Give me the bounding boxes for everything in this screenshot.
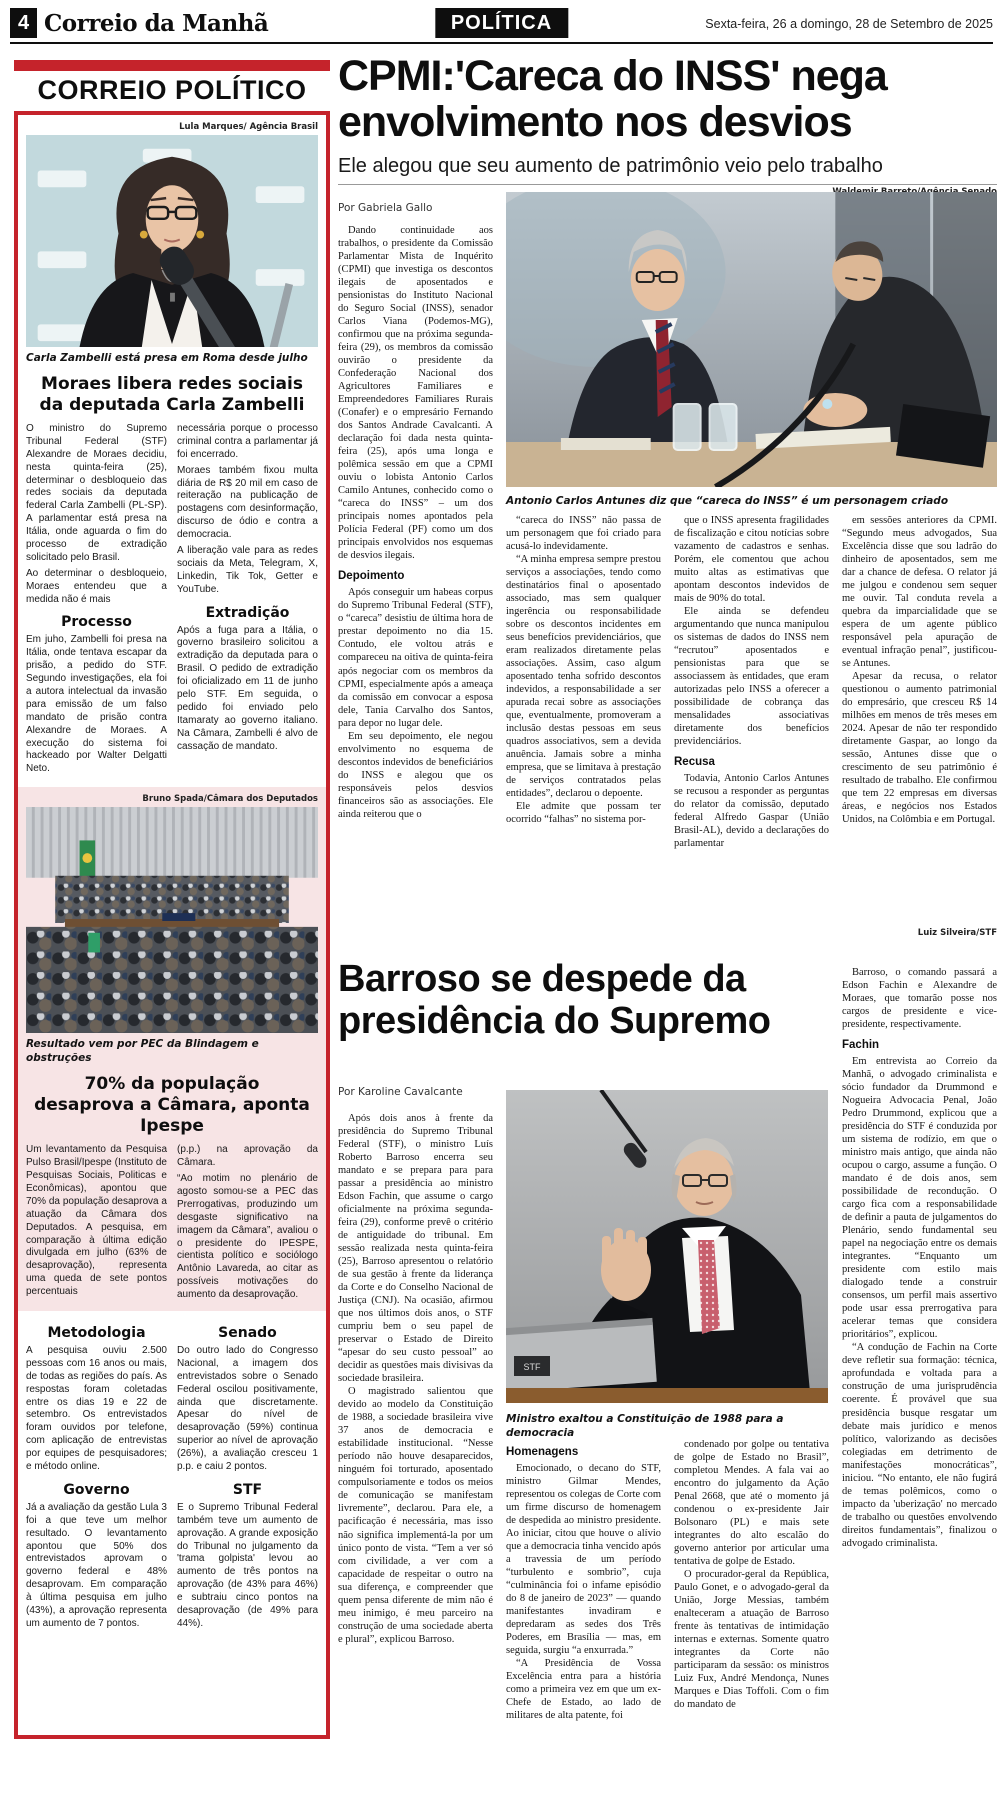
- column-left: [26, 1144, 167, 1305]
- paragraph: “Ao motim no plenário de agosto somou-se a PEC das Prerrogativas, produzindo um desgaste significativo na imagem da Câmara”, avaliou o o presidente do IPESPE, cientista político e sociólogo Antônio Lavareda, ao citar as possíveis motivações do aumento da desaprovação.: [177, 1173, 318, 1301]
- cpmi-hearing-photo: [506, 192, 997, 487]
- paragraph: que o INSS apresenta fragilidades de fiscalização e citou notícias sobre vazamento de cadastros e senhas. Porém, ele comentou que achou muito altas as estimativas que apontam descontos indevidos de mais de 90% do total.: [674, 515, 829, 605]
- subhead-fachin: Fachin: [842, 1039, 880, 1052]
- module-headline-ipespe: 70% da população desaprova a Câmara, aponta Ipespe: [34, 1074, 310, 1137]
- photo-caption: Antonio Carlos Antunes diz que “careca do INSS” é um personagem criado: [506, 495, 949, 507]
- svg-text:STF: STF: [523, 1362, 541, 1372]
- photo-credit: Lula Marques/ Agência Brasil: [179, 122, 318, 132]
- paragraph: Um levantamento da Pesquisa Pulso Brasil/Ipespe (Instituto de Pesquisas Sociais, Politicas e Econômicas), apontou que 70% da população desaprova a atuação da Câmara dos Deputados. A pesquisa, em comparação à última edição divulgada em julho (63% de desaprovação), representa uma queda de sete pontos percentuais: [26, 1144, 167, 1298]
- barroso-byline: Por Karoline Cavalcante: [338, 1086, 463, 1098]
- column-right: [177, 423, 318, 779]
- paragraph: necessária porque o processo criminal contra a parlamentar já foi encerrado.: [177, 423, 318, 460]
- paragraph: Todavia, Antonio Carlos Antunes se recusou a responder as perguntas do relator da comissão, deputado federal Alfredo Gaspar (União Brasil-AL), devido a declarações do parlamentar: [674, 773, 829, 850]
- paragraph: “careca do INSS” não passa de um personagem que foi criado para acusá-lo indevidamente.: [506, 515, 661, 553]
- paragraph: Após a fuga para a Itália, o governo brasileiro solicitou a extradição da deputada para o Brasil. O pedido de extradição foi oficializado em 11 de junho pelo STF. Em seguida, o pedido foi enviado pelo Itamaraty ao governo italiano. Na Câmara, Zambelli é alvo de cassação de mandato.: [177, 624, 318, 752]
- subhead-depoimento: Depoimento: [338, 570, 405, 583]
- column-left: [26, 423, 167, 779]
- zambelli-photo: [26, 135, 318, 347]
- paragraph: “A minha empresa sempre prestou serviços a associações, tendo como destinatários final o aposentado associado, mas sem qualquer ingerência ou responsabilidade sobre os descontos incidentes em seus benefícios previdenciários, que eram realizados diretamente pelas associações. Assim, caso algum aposentado tenha sofrido descontos indevidos, a responsabilidade a ser apurada recai sobre as associações que, eventualmente, promoveram a inclusão destas pessoas em seus quadros associativos, sem a devida anuência. Jamais sobre a minha empresa, que se limitava à prestação de serviços contratados pelas entidades”, declarou o depoente.: [506, 554, 661, 800]
- photo-caption: Ministro exaltou a Constituição de 1988 para a democracia: [506, 1413, 784, 1439]
- paragraph: Após dois anos à frente da presidência do Supremo Tribunal Federal (STF), o ministro Luís Roberto Barroso encerra seu mandato e se prepara para para passar a presidência ao ministro Edson Fachin, que assume o cargo oficialmente na próxima segunda-feira (29), conforme prevê o critério de antiguidade do tribunal. Em sessão realizada nesta quinta-feira (25), Barroso apresentou o relatório de sua gestão à frente da liderança da Corte e do Conselho Nacional de Justiça (CNJ). Na ocasião, afirmou que nos últimos dois anos, o STF cumpriu bem o seu papel de preservar o Estado de Direito “apesar do seu custo pessoal” ao decidir as questões mais divisivas da sociedade brasileira.: [338, 1113, 493, 1385]
- subhead-metodologia: Metodologia: [47, 1324, 146, 1341]
- camara-photo: [26, 807, 318, 1033]
- paragraph: condenado por golpe ou tentativa de golpe de Estado no Brasil”, completou Mendes. A fala vai ao encontro do julgamento da Ação Penal 2668, que até o momento já condenou o ex-presidente Jair Bolsonaro (PL) e mais sete integrantes do alto escalão do governo anterior por articular uma tentativa de golpe de Estado.: [674, 1439, 829, 1568]
- cpmi-column-4: [842, 514, 997, 956]
- barroso-column-3: [674, 1438, 829, 1792]
- module-headline-zambelli: Moraes libera redes sociais da deputada Carla Zambelli: [39, 374, 305, 415]
- zambelli-text-columns: [26, 423, 318, 779]
- column-left: [26, 1317, 167, 1634]
- correio-politico-module: [14, 60, 330, 1739]
- cpmi-column-3: [674, 514, 829, 956]
- paragraph: Já a avaliação da gestão Lula 3 foi a que teve um melhor resultado. O levantamento apontou que 50% dos entrevistados aprovam o governo federal e 48% desaprovam. Em comparação à última pesquisa em julho (43%), a aprovação representa um aumento de 7 pontos.: [26, 1501, 167, 1629]
- module-title: CORREIO POLÍTICO: [37, 75, 307, 105]
- cpmi-column-2: [506, 514, 661, 956]
- subhead-governo: Governo: [63, 1481, 130, 1498]
- column-right: [177, 1144, 318, 1305]
- paragraph: O ministro do Supremo Tribunal Federal (STF) Alexandre de Moraes decidiu, nesta quinta-feira (25), determinar o desbloqueio das redes sociais da deputada federal Carla Zambelli (PL-SP). A parlamentar está presa na Itália, onde aguarda o fim do processo de extradição solicitado pelo Brasil.: [26, 423, 167, 563]
- paragraph: Do outro lado do Congresso Nacional, a imagem dos entrevistados sobre o Senado Federal oscilou positivamente, ainda que discretamente. Apesar do nível de desaprovação (59%) continua superior ao nível de aprovação (26%), a avaliação cresceu 1 p.p. e caiu 2 pontos.: [177, 1344, 318, 1472]
- barroso-column-4: [842, 966, 997, 1792]
- subhead-senado: Senado: [218, 1324, 277, 1341]
- ipespe-text-columns: [26, 1144, 318, 1305]
- module-box: [14, 111, 330, 1739]
- module-red-bar: [14, 60, 330, 71]
- paragraph: O magistrado salientou que devido ao modelo da Constituição de 1988, a sociedade brasileira vive 37 anos de democracia e estabilidade institucional. “Nesse período não houve desaparecidos, ninguém foi torturado, aposentado compulsoriamente e todos os meios de comunicação se manifestam livremente”, declarou. Para ele, a pacificação é necessária, mas isso não significa implementá-la por um único ponto de vista. “Tem a ver só com civilidade, a ver com a capacidade de respeitar o outro na sua diferença, e compreender que quem pensa diferente de mim não é meu inimigo, é meu parceiro na construção de uma sociedade aberta e plural”, explicou Barroso.: [338, 1386, 493, 1645]
- paragraph: E o Supremo Tribunal Federal também teve um aumento de aprovação. A grande exposição do Tribunal no julgamento da 'trama golpista' levou ao aumento de três pontos na aprovação (de 43% para 46%) e subtraiu cinco pontos na desaprovação (de 49% para 44%).: [177, 1501, 318, 1629]
- paragraph: Ao determinar o desbloqueio, Moraes entendeu que a medida não é mais: [26, 567, 167, 605]
- paragraph: O procurador-geral da República, Paulo Gonet, e o advogado-geral da União, Jorge Messias, também enalteceram a atuação de Barroso frente às tentativas de intimidação internas e externas. Somente quatro integrantes da Corte não participaram da sessão: os ministros Luiz Fux, André Mendonça, Nunes Marques e Dias Toffoli. Com o fim do mandato de: [674, 1569, 829, 1711]
- paragraph: Ele admite que possam ter ocorrido “falhas” no sistema por-: [506, 801, 661, 826]
- barroso-photo: [506, 1090, 828, 1403]
- paragraph: Dando continuidade aos trabalhos, o presidente da Comissão Parlamentar Mista de Inquérito (CPMI) que investiga os descontos ilegais de aposentados e pensionistas do Instituto Nacional do Seguro Social (INSS), senador Carlos Viana (Podemos-MG), confirmou que na próxima segunda-feira (29), os membros da comissão ouvirão o presidente da Confederação Nacional dos Agricultores Familiares e Empreendedores Familiares Rurais (Conafer) e o empresário Fernando dos Santos Andrade Cavalcanti. A declaração foi dada nesta quinta-feira (25), após uma longa e polêmica sessão em que a CPMI ouviu o lobista Antonio Carlos Camilo Antunes, conhecido como o “careca do INSS” – um dos principais nomes apontados pela Polícia Federal (PF) como um dos principais envolvidos nos esquemas de desvios ilegais.: [338, 225, 493, 562]
- page-header: [10, 8, 993, 40]
- subhead-homenagens: Homenagens: [506, 1446, 579, 1458]
- paragraph: Moraes também fixou multa diária de R$ 20 mil em caso de reiteração na publicação de postagens com desinformação, discurso de ódio e contra a democracia.: [177, 464, 318, 541]
- paragraph: “A Presidência de Vossa Excelência entra para a história como a primeira vez em que um ex-Chefe de Estado, ao lado de militares de alta patente, foi: [506, 1658, 661, 1722]
- paragraph: Em juho, Zambelli foi presa na Itália, onde tentava escapar da prisão, a pedido do STF. Segundo investigações, ela foi a autora intelectual da invasão para emissão de um falso mandato de prisão contra Alexandre de Moraes. A execução do sistema foi hackeado por Walter Delgatti Neto.: [26, 634, 167, 775]
- barroso-column-1: [338, 1112, 493, 1792]
- paragraph: Ele ainda se defendeu argumentando que nunca manipulou os sistemas de dados do INSS nem “recrutou” aposentados e pensionistas para que se associassem às entidades, que eram autorizadas pelo INSS a oferecer a possibilidade de cobrança das mensalidades associativas diretamente dos benefícios previdenciários.: [674, 606, 829, 748]
- photo-caption: Resultado vem por PEC da Blindagem e obstruções: [26, 1038, 259, 1065]
- masthead: Correio da Manhã: [44, 10, 269, 37]
- cpmi-column-1: [338, 224, 493, 954]
- survey-detail-columns: [26, 1317, 318, 1634]
- paragraph: (p.p.) na aprovação da Câmara.: [177, 1144, 318, 1169]
- dateline: Sexta-feira, 26 a domingo, 28 de Setembro de 2025: [705, 17, 993, 31]
- barroso-column-2: [506, 1438, 661, 1792]
- paragraph: Em entrevista ao Correio da Manhã, o advogado criminalista e sócio fundador da Drummond e Nogueira Advocacia Penal, João Pedro Drummond, explicou que a presidência do STF é conduzida por um sistema de rodízio, em que o ministro mais antigo, que ainda não ocupou o cargo, assume a função. O mandato é de dois anos, sem possibilidade de recondução. O cargo fica com a responsabilidade de definir a pauta de julgamentos do Plenário, sendo fundamental seu papel na negociação entre os demais integrantes. “Enquanto um presidente com estilo mais dialogado tende a construir consensos, um perfil mais assertivo pode usar essa prerrogativa para acelerar temas que considera prioritários”, explicou.: [842, 1056, 997, 1341]
- photo-credit: Bruno Spada/Câmara dos Deputados: [142, 794, 318, 805]
- cpmi-byline: Por Gabriela Gallo: [338, 202, 433, 214]
- section-label: POLÍTICA: [435, 8, 568, 38]
- paragraph: A pesquisa ouviu 2.500 pessoas com 16 anos ou mais, de todas as regiões do país. As respostas foram coletadas entre os dias 19 e 22 de setembro. Os entrevistados foram ouvidos por telefone, com aplicação de entrevistas por equipes de pesquisadores; e método online.: [26, 1344, 167, 1472]
- paragraph: Após conseguir um habeas corpus do Supremo Tribunal Federal (STF), o “careca” desistiu de última hora de prestar depoimento no dia 15. Contudo, ele voltou atrás e compareceu na oitiva de quinta-feira após negociar com os membros da CPMI, especialmente após a ameaça da comissão em convocar a esposa dele, Tania Carvalho dos Santos, para depor no lugar dele.: [338, 587, 493, 729]
- paragraph: “A condução de Fachin na Corte deve refletir sua formação: técnica, aprofundada e voltada para a construção de uma jurisprudência coerente. É provável que sua presidência busque resgatar um debate mais jurídico e menos político, valorizando as decisões colegiadas em detrimento de manifestações monocráticas”, iniciou. “No entanto, ele não fugirá de temas polêmicos, como o impacto da 'uberização' no mercado de trabalho ou questões envolvendo direitos fundamentais”, finalizou o advogado criminalista.: [842, 1342, 997, 1549]
- subhead-recusa: Recusa: [674, 756, 715, 769]
- cpmi-deck: Ele alegou que seu aumento de patrimônio veio pelo trabalho: [338, 155, 883, 177]
- photo-caption: Carla Zambelli está presa em Roma desde julho: [26, 352, 308, 364]
- paragraph: Barroso, o comando passará a Edson Fachin e Alexandre de Moraes, que tomarão posse nos cargos de presidente e vice-presidente, respectivamente.: [842, 967, 997, 1031]
- paragraph: A liberação vale para as redes sociais da Meta, Telegram, X, Linkedin, Tik Tok, Getter e YouTube.: [177, 545, 318, 595]
- cpmi-headline: CPMI:'Careca do INSS' nega envolvimento nos desvios: [338, 52, 887, 146]
- main-content: [338, 52, 997, 1796]
- subhead-stf: STF: [232, 1481, 263, 1498]
- page-number: 4: [10, 8, 37, 38]
- ipespe-block: [18, 787, 326, 1311]
- paragraph: Em seu depoimento, ele negou envolvimento no esquema de descontos indevidos de beneficiários do INSS e alegou que os responsáveis pelos desvios financeiros são as associações. Ele ainda reiterou que o: [338, 730, 493, 820]
- subhead-processo: Processo: [61, 614, 132, 631]
- subhead-extradicao: Extradição: [205, 604, 290, 621]
- photo-credit: Luiz Silveira/STF: [917, 928, 997, 938]
- column-right: [177, 1317, 318, 1634]
- paragraph: Emocionado, o decano do STF, ministro Gilmar Mendes, representou os colegas de Corte com um firme discurso de homenagem de despedida ao ministro presidente. Ao iniciar, citou que houve o alívio que a democracia tinha vencido após a travessia de um período “turbulento e sombrio”, cuja “culminância foi o infame episódio do 8 de janeiro de 2023” — quando manifestantes invadiram e depredaram as sedes dos Três Poderes, em Brasília — mas, em seguida, surgiu “a enxurrada.”: [506, 1463, 661, 1657]
- header-rule: [10, 42, 993, 44]
- paragraph: Apesar da recusa, o relator questionou o aumento patrimonial do empresário, que cresceu R$ 14 milhões em menos de três meses em 2024. Apesar de não ter respondido diretamente Gaspar, ao longo da sessão, Antunes disse que o crescimento de seu patrimônio é resultado de trabalho. Ele confirmou que tem 22 empresas em diversas áreas, e negócios nos Estados Unidos, na Colômbia e em Portugal.: [842, 671, 997, 826]
- paragraph: em sessões anteriores da CPMI. “Segundo meus advogados, Sua Excelência disse que sou ladrão do dinheiro de aposentados, sem me dar a chance de defesa. O relator já me julgou e condenou sem sequer me ouvir. Tal conduta revela a quebra da imparcialidade que se espera de um agente público responsável pela apuração de eventual infração penal”, justificou-se Antunes.: [842, 515, 997, 670]
- deck-rule: [338, 184, 997, 185]
- barroso-headline: Barroso se despede da presidência do Supremo: [338, 958, 771, 1042]
